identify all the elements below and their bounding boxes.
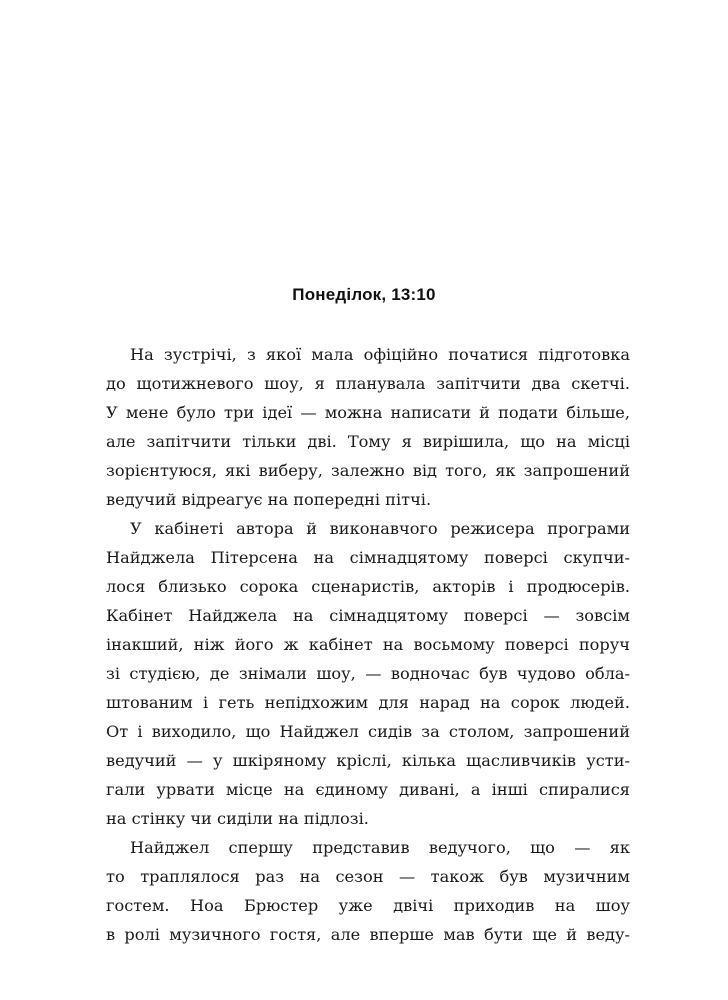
text-line: зорієнтуюся, які виберу, залежно від того, як запрошений <box>106 461 630 480</box>
text-line: то траплялося раз на сезон — також був музичним <box>106 867 630 886</box>
text-line: Найджел спершу представив ведучого, що — як <box>130 838 630 857</box>
text-line: штованим і геть непідхожим для нарад на сорок людей. <box>106 693 630 712</box>
text-line: На зустрічі, з якої мала офіційно початися підготовка <box>130 345 630 364</box>
text-line: ведучий — у шкіряному кріслі, кілька щасливчиків усти- <box>106 751 630 770</box>
text-line: але запітчити тільки дві. Тому я вирішила, що на місці <box>106 432 630 451</box>
body-text <box>106 340 630 949</box>
text-line: на стінку чи сиділи на підлозі. <box>106 809 369 828</box>
text-line: Кабінет Найджела на сімнадцятому поверсі — зовсім <box>106 606 630 625</box>
text-line: лося близько сорока сценаристів, акторів і продюсерів. <box>106 577 630 596</box>
text-line: У мене було три ідеї — можна написати й подати більше, <box>106 403 630 422</box>
text-line: в ролі музичного гостя, але вперше мав бути ще й веду- <box>106 925 630 944</box>
text-line: гали урвати місце на єдиному дивані, а інші спиралися <box>106 780 630 799</box>
text-line: інакший, ніж його ж кабінет на восьмому поверсі поруч <box>106 635 630 654</box>
text-line: гостем. Ноа Брюстер уже двічі приходив на шоу <box>106 896 630 915</box>
text-line: От і виходило, що Найджел сидів за столом, запрошений <box>106 722 630 741</box>
chapter-heading: Понеділок, 13:10 <box>292 285 436 304</box>
text-line: У кабінеті автора й виконавчого режисера програми <box>130 519 630 538</box>
text-line: ведучий відреагує на попередні пітчі. <box>106 490 432 509</box>
text-line: зі студією, де знімали шоу, — водночас був чудово обла- <box>106 664 630 683</box>
text-line: Найджела Пітерсена на сімнадцятому поверсі скупчи- <box>106 548 630 567</box>
text-line: до щотижневого шоу, я планувала запітчити два скетчі. <box>106 374 630 393</box>
